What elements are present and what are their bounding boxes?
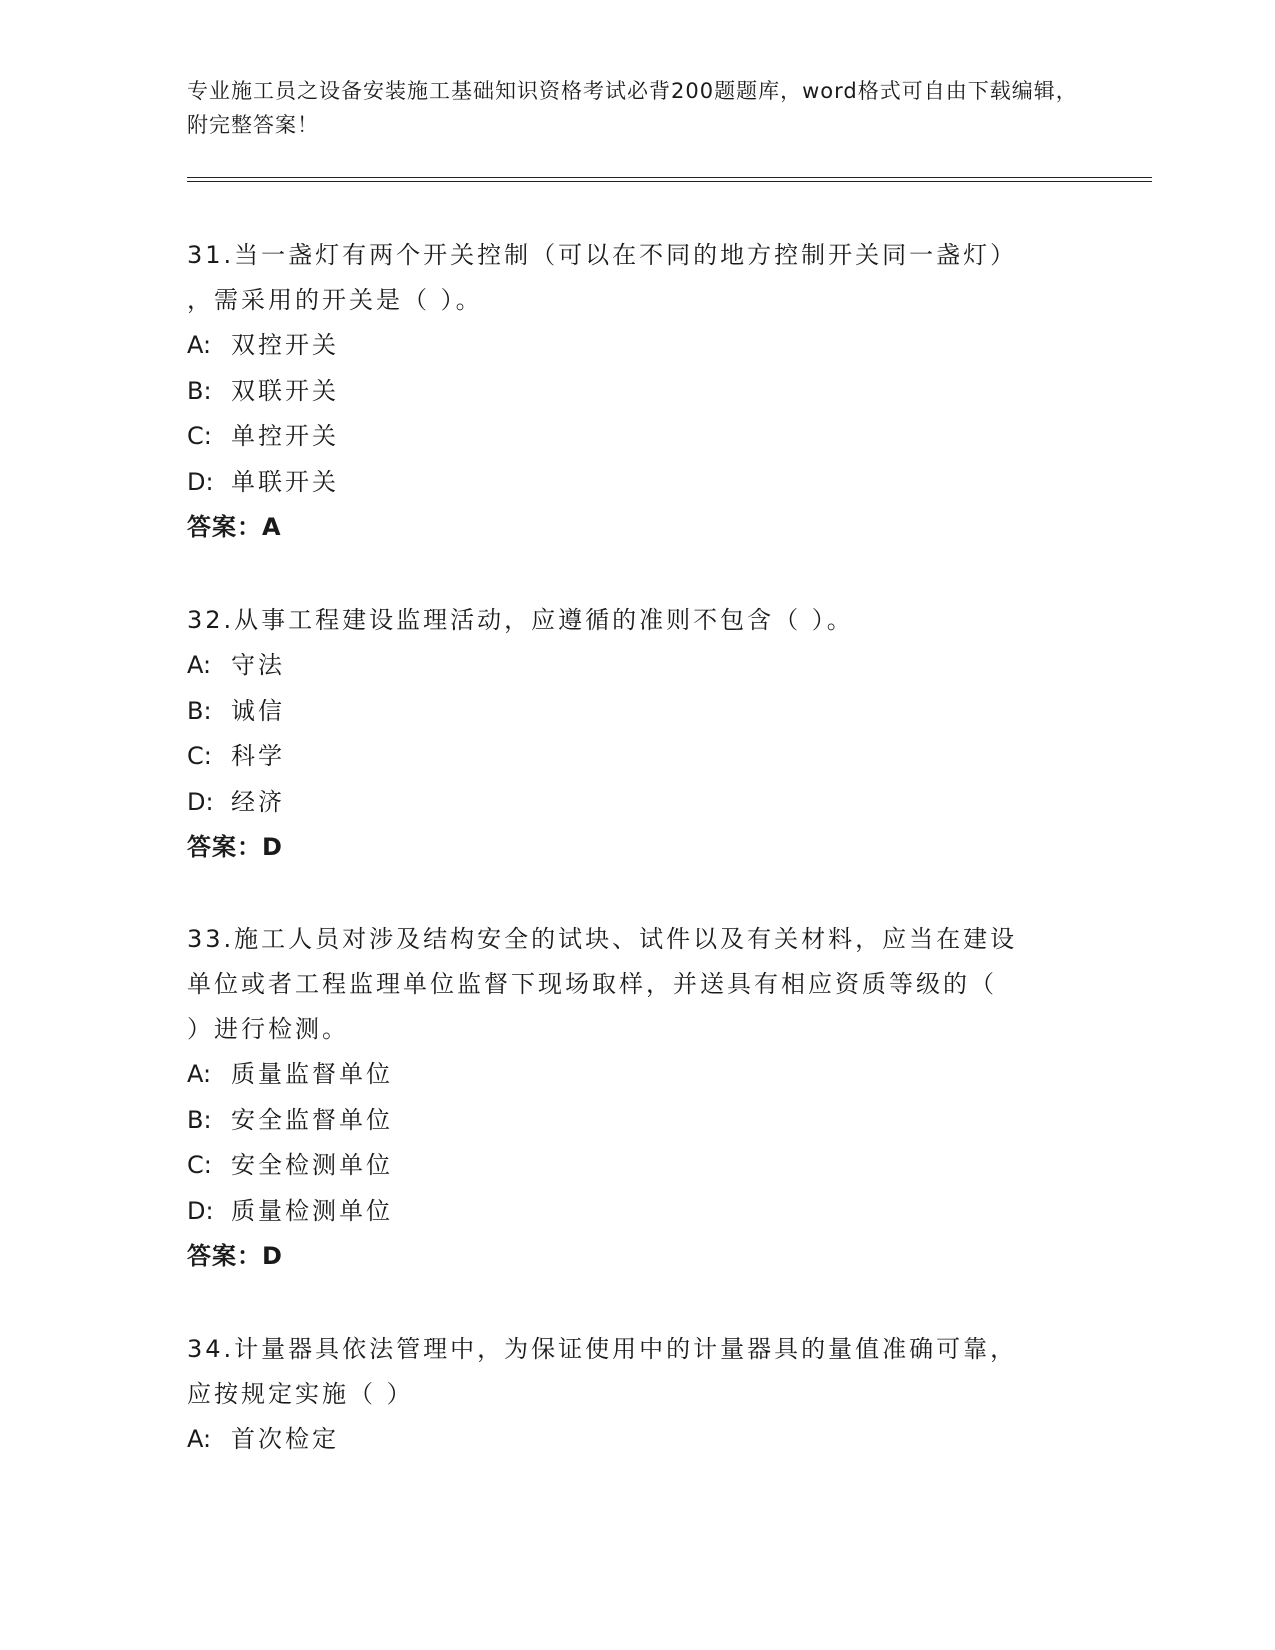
option-key: D: bbox=[187, 467, 214, 496]
option-label: 单联开关 bbox=[231, 467, 339, 496]
option-a bbox=[187, 323, 1087, 369]
answer: 答案：D bbox=[187, 1242, 283, 1270]
option-b bbox=[187, 1098, 1087, 1144]
option-key: A: bbox=[187, 1425, 212, 1453]
option-c bbox=[187, 734, 1087, 780]
option-key: B: bbox=[187, 696, 212, 725]
option-c bbox=[187, 414, 1087, 460]
option-c bbox=[187, 1143, 1087, 1189]
question-text: 32.从事工程建设监理活动，应遵循的准则不包含（ ）。 bbox=[187, 606, 854, 634]
option-key: C: bbox=[187, 742, 212, 770]
option-a bbox=[187, 643, 1087, 689]
option-label: 首次检定 bbox=[231, 1425, 339, 1453]
question-34 bbox=[187, 1327, 1087, 1463]
option-label: 经济 bbox=[231, 787, 285, 816]
question-text: 33.施工人员对涉及结构安全的试块、试件以及有关材料，应当在建设 单位或者工程监理单位监督下现场取样，并送具有相应资质等级的（ ）进行检测。 bbox=[187, 925, 1018, 1043]
option-key: D: bbox=[187, 787, 214, 816]
option-a bbox=[187, 1417, 1087, 1463]
document-header: 专业施工员之设备安装施工基础知识资格考试必背200题题库，word格式可自由下载编辑，附完整答案！ bbox=[187, 79, 1078, 137]
option-label: 双控开关 bbox=[231, 331, 339, 359]
option-key: A: bbox=[187, 1060, 212, 1088]
option-key: D: bbox=[187, 1196, 214, 1225]
question-text: 34.计量器具依法管理中，为保证使用中的计量器具的量值准确可靠， 应按规定实施（ ） bbox=[187, 1335, 1018, 1408]
option-key: C: bbox=[187, 422, 212, 450]
answer: 答案：D bbox=[187, 833, 283, 861]
option-key: A: bbox=[187, 331, 212, 359]
question-31 bbox=[187, 233, 1087, 551]
option-a bbox=[187, 1052, 1087, 1098]
option-label: 守法 bbox=[231, 651, 285, 679]
option-label: 诚信 bbox=[231, 696, 285, 725]
option-d bbox=[187, 460, 1087, 506]
option-b bbox=[187, 689, 1087, 735]
option-label: 单控开关 bbox=[231, 422, 339, 450]
option-key: B: bbox=[187, 1105, 212, 1134]
answer: 答案：A bbox=[187, 513, 282, 541]
header-divider-bottom bbox=[187, 181, 1152, 182]
option-key: B: bbox=[187, 376, 212, 405]
option-b bbox=[187, 369, 1087, 415]
option-label: 科学 bbox=[231, 742, 285, 770]
option-label: 安全监督单位 bbox=[231, 1105, 393, 1134]
option-label: 质量监督单位 bbox=[231, 1060, 393, 1088]
option-d bbox=[187, 1189, 1087, 1235]
header-divider-top bbox=[187, 177, 1152, 178]
option-label: 安全检测单位 bbox=[231, 1151, 393, 1179]
question-text: 31.当一盏灯有两个开关控制（可以在不同的地方控制开关同一盏灯） ，需采用的开关是（ ）。 bbox=[187, 241, 1018, 314]
question-33 bbox=[187, 917, 1087, 1280]
option-key: A: bbox=[187, 651, 212, 679]
option-label: 质量检测单位 bbox=[231, 1196, 393, 1225]
option-key: C: bbox=[187, 1151, 212, 1179]
option-label: 双联开关 bbox=[231, 376, 339, 405]
question-32 bbox=[187, 598, 1087, 871]
option-d bbox=[187, 780, 1087, 826]
